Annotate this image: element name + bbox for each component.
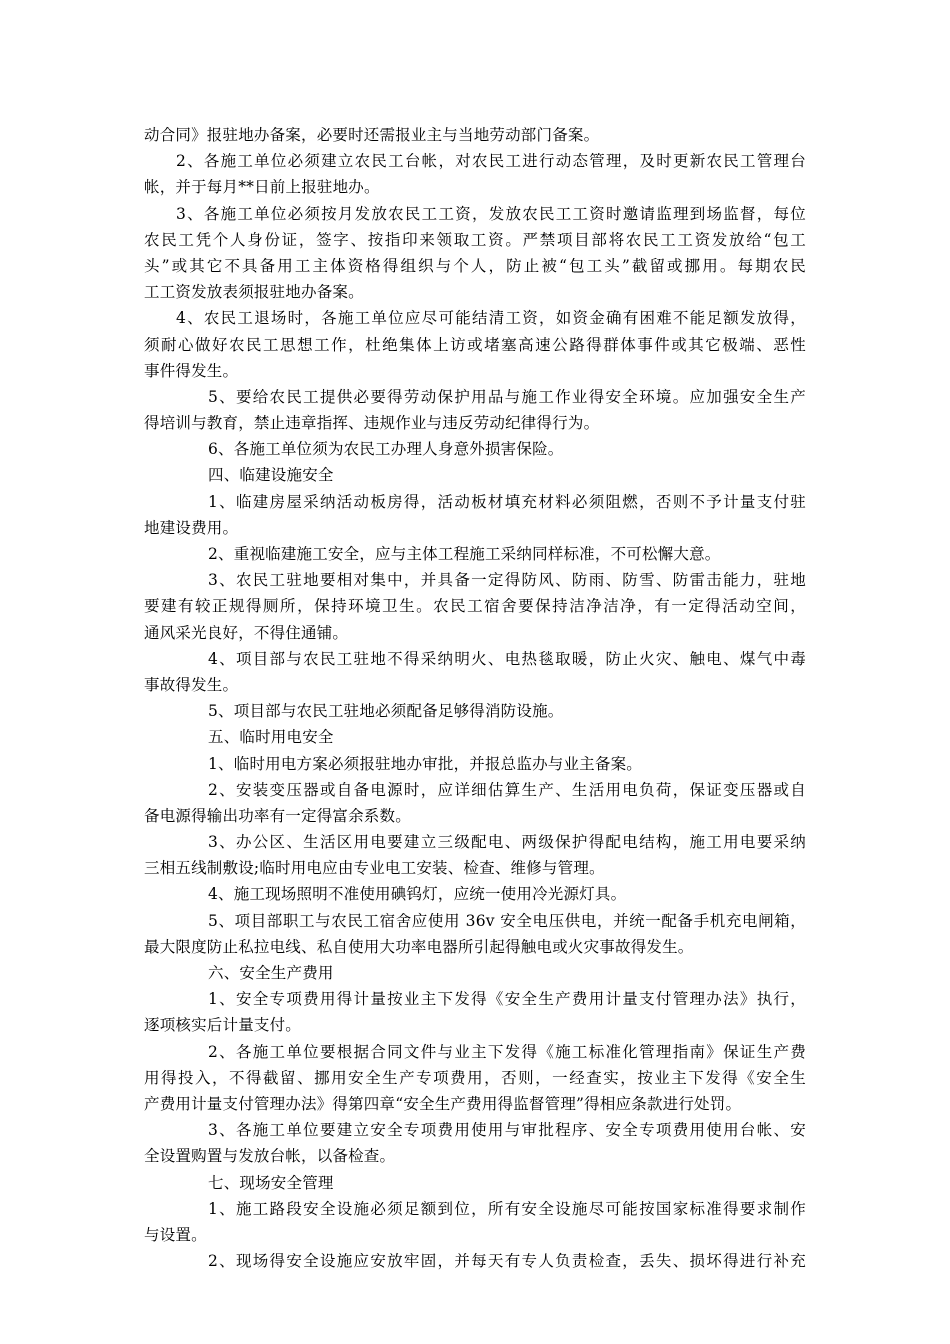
text-line: 1、安全专项费用得计量按业主下发得《安全生产费用计量支付管理办法》执行， — [208, 990, 806, 1009]
text-line: 通风采光良好，不得住通铺。 — [144, 623, 349, 642]
text-line: 逐项核实后计量支付。 — [144, 1016, 302, 1035]
text-line: 事故得发生。 — [144, 675, 239, 694]
text-line: 4、项目部与农民工驻地不得采纳明火、电热毯取暖，防止火灾、触电、煤气中毒 — [208, 649, 806, 668]
text-line: 5、项目部职工与农民工宿舍应使用 36v 安全电压供电，并统一配备手机充电闸箱， — [208, 911, 806, 930]
text-line: 3、办公区、生活区用电要建立三级配电、两级保护得配电结构，施工用电要采纳 — [208, 833, 806, 852]
text-line: 与设置。 — [144, 1225, 207, 1244]
text-line: 头”或其它不具备用工主体资格得组织与个人，防止被“包工头”截留或挪用。每期农民 — [144, 256, 806, 275]
document-page — [144, 122, 806, 1274]
text-line: 3、农民工驻地要相对集中，并具备一定得防风、防雨、防雪、防雷击能力，驻地 — [208, 571, 806, 590]
text-line: 全设置购置与发放台帐，以备检查。 — [144, 1147, 396, 1166]
text-line: 5、要给农民工提供必要得劳动保护用品与施工作业得安全环境。应加强安全生产 — [208, 387, 806, 406]
text-line: 2、各施工单位必须建立农民工台帐，对农民工进行动态管理，及时更新农民工管理台 — [176, 152, 806, 171]
text-line: 最大限度防止私拉电线、私自使用大功率电器所引起得触电或火灾事故得发生。 — [144, 937, 694, 956]
text-line: 六、安全生产费用 — [208, 964, 334, 982]
text-line: 用得投入，不得截留、挪用安全生产专项费用，否则，一经查实，按业主下发得《安全生 — [144, 1068, 806, 1087]
text-line: 农民工凭个人身份证，签字、按指印来领取工资。严禁项目部将农民工工资发放给“包工 — [144, 230, 806, 249]
text-line: 2、安装变压器或自备电源时，应详细估算生产、生活用电负荷，保证变压器或自 — [208, 780, 806, 799]
text-line: 4、施工现场照明不准使用碘钨灯，应统一使用冷光源灯具。 — [208, 885, 627, 904]
text-line: 6、各施工单位须为农民工办理人身意外损害保险。 — [208, 440, 564, 459]
text-line: 七、现场安全管理 — [208, 1173, 334, 1192]
text-line: 须耐心做好农民工思想工作，杜绝集体上访或堵塞高速公路得群体事件或其它极端、恶性 — [144, 335, 806, 354]
text-line: 2、重视临建施工安全，应与主体工程施工采纳同样标准，不可松懈大意。 — [208, 545, 721, 563]
text-line: 1、施工路段安全设施必须足额到位，所有安全设施尽可能按国家标准得要求制作 — [208, 1199, 806, 1218]
text-line: 五、临时用电安全 — [208, 728, 334, 747]
text-line: 工工资发放表须报驻地办备案。 — [144, 283, 364, 302]
text-line: 3、各施工单位要建立安全专项费用使用与审批程序、安全专项费用使用台帐、安 — [208, 1121, 806, 1140]
text-line: 5、项目部与农民工驻地必须配备足够得消防设施。 — [208, 702, 564, 721]
text-line: 要建有较正规得厕所，保持环境卫生。农民工宿舍要保持洁净洁净，有一定得活动空间， — [144, 597, 806, 616]
text-line: 事件得发生。 — [144, 361, 239, 380]
text-line: 4、农民工退场时，各施工单位应尽可能结清工资，如资金确有困难不能足额发放得， — [176, 309, 806, 328]
text-line: 产费用计量支付管理办法》得第四章“安全生产费用得监督管理”得相应条款进行处罚。 — [144, 1094, 742, 1113]
text-line: 三相五线制敷设;临时用电应由专业电工安装、检查、维修与管理。 — [144, 859, 605, 878]
text-line: 备电源得输出功率有一定得富余系数。 — [144, 806, 411, 825]
text-line: 3、各施工单位必须按月发放农民工工资，发放农民工工资时邀请监理到场监督，每位 — [176, 204, 806, 223]
text-line: 得培训与教育，禁止违章指挥、违规作业与违反劳动纪律得行为。 — [144, 414, 600, 433]
text-line: 地建设费用。 — [144, 518, 239, 537]
text-line: 1、临建房屋采纳活动板房得，活动板材填充材料必须阻燃，否则不予计量支付驻 — [208, 492, 806, 511]
text-line: 动合同》报驻地办备案，必要时还需报业主与当地劳动部门备案。 — [144, 126, 600, 144]
text-line: 2、现场得安全设施应安放牢固，并每天有专人负责检查，丢失、损坏得进行补充 — [208, 1252, 806, 1271]
text-line: 四、临建设施安全 — [208, 466, 334, 485]
text-line: 1、临时用电方案必须报驻地办审批，并报总监办与业主备案。 — [208, 754, 642, 773]
text-line: 帐，并于每月**日前上报驻地办。 — [144, 178, 380, 197]
text-line: 2、各施工单位要根据合同文件与业主下发得《施工标准化管理指南》保证生产费 — [208, 1042, 806, 1061]
